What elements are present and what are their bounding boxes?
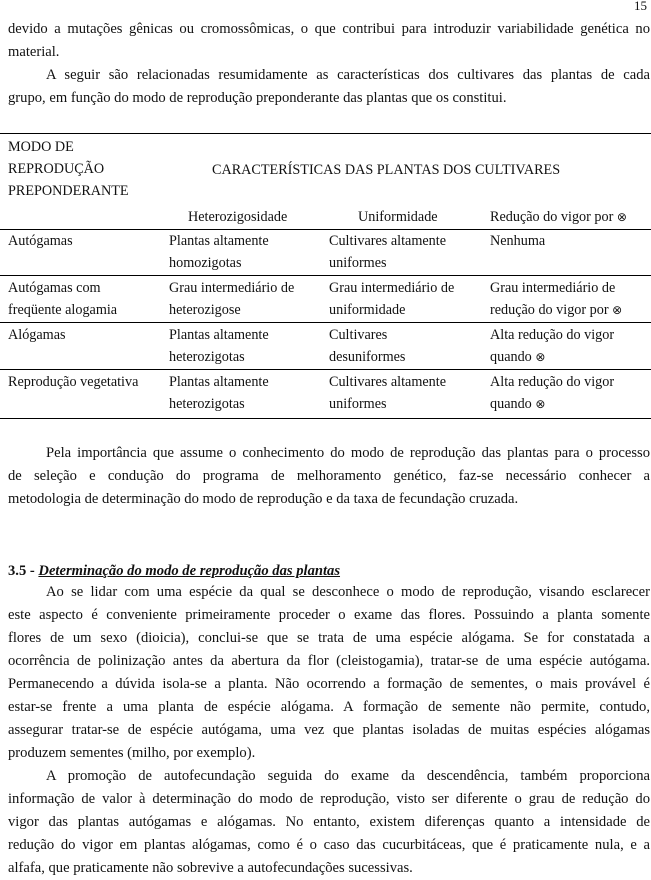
row-rule <box>0 275 651 276</box>
text-line: assegurar tratar-se de espécie autógama, uma vez que plantas isoladas de muitas espécies alógamas <box>8 722 650 738</box>
text-line: estar-se frente a uma planta de espécie alógama. A formação de semente não permite, contudo, <box>8 699 650 715</box>
section-heading <box>8 560 340 582</box>
text-line: grupo, em função do modo de reprodução preponderante das plantas que os constitui. <box>8 90 507 106</box>
text-line: ocorrência de polinização antes da abertura da flor (cleistogamia), tratar-se de uma espécie autógama. <box>8 653 650 669</box>
mode-header: MODO DE REPRODUÇÃO PREPONDERANTE <box>8 139 129 199</box>
table-cell: Nenhuma <box>490 233 546 249</box>
text-line: metodologia de determinação do modo de reprodução e da taxa de fecundação cruzada. <box>8 491 519 507</box>
row-rule <box>0 369 651 370</box>
column-header-vigor-reduction: Redução do vigor por ⊗ <box>490 209 627 225</box>
crossed-circle-icon: ⊗ <box>616 210 627 224</box>
table-title: CARACTERÍSTICAS DAS PLANTAS DOS CULTIVARES <box>212 162 561 178</box>
table-row: Autógamas <box>8 233 73 249</box>
text-line: material. <box>8 44 60 60</box>
text-line: de seleção e condução do programa de melhoramento genético, faz-se necessário conhecer a <box>8 468 650 484</box>
crossed-circle-icon: ⊗ <box>535 397 546 411</box>
text-line: Ao se lidar com uma espécie da qual se desconhece o modo de reprodução, visando esclarecer <box>46 584 650 600</box>
text-line: flores de um sexo (dioicia), conclui-se que se trata de uma espécie alógama. Se for constatada a <box>8 630 650 646</box>
page-number: 15 <box>634 0 647 13</box>
table-top-rule <box>0 133 651 134</box>
text-line: vigor das plantas autógamas e alógamas. No entanto, existem diferenças quanto a intensidade de <box>8 814 650 830</box>
text-line: redução do vigor em plantas alógamas, como é o caso das cucurbitáceas, que é praticamente nula, e a <box>8 837 650 853</box>
text-line: A seguir são relacionadas resumidamente as características dos cultivares das plantas de cada <box>46 67 650 83</box>
text-line: produzem sementes (milho, por exemplo). <box>8 745 256 761</box>
table-cell: Alta redução do vigor quando ⊗ <box>490 374 615 412</box>
table-cell: Cultivares altamente uniformes <box>329 374 447 412</box>
table-cell: Plantas altamente heterozigotas <box>169 374 269 412</box>
text-line: Permanecendo a dúvida isola-se a planta. Não ocorrendo a formação de sementes, o mais provável é <box>8 676 650 692</box>
method-paragraph <box>8 581 650 765</box>
table-row: Reprodução vegetativa <box>8 374 139 390</box>
text-line: este aspecto é conveniente primeiramente proceder o exame das flores. Possuindo a planta somente <box>8 607 650 623</box>
table-cell: Grau intermediário de redução do vigor por ⊗ <box>490 280 623 318</box>
table-bottom-rule <box>0 418 651 419</box>
text-line: devido a mutações gênicas ou cromossômicas, o que contribui para introduzir variabilidade genética no <box>8 21 650 37</box>
intro-paragraph <box>8 18 650 110</box>
table-row: Autógamas com freqüente alogamia <box>8 280 118 318</box>
table-cell: Plantas altamente heterozigotas <box>169 327 269 365</box>
column-header-uniformity: Uniformidade <box>358 209 438 225</box>
header-rule <box>0 229 651 230</box>
text-line: alfafa, que praticamente não sobrevive a autofecundações sucessivas. <box>8 860 413 876</box>
section-number: 3.5 - <box>8 563 39 579</box>
importance-paragraph <box>8 442 650 511</box>
table-cell: Alta redução do vigor quando ⊗ <box>490 327 615 365</box>
column-header-heterozygosity: Heterozigosidade <box>188 209 288 225</box>
section-title: Determinação do modo de reprodução das plantas <box>38 563 341 579</box>
text-line: A promoção de autofecundação seguida do exame da descendência, também proporciona <box>46 768 650 784</box>
crossed-circle-icon: ⊗ <box>612 303 623 317</box>
table-cell: Cultivares altamente uniformes <box>329 233 447 271</box>
table-cell: Grau intermediário de heterozigose <box>169 280 295 318</box>
row-rule <box>0 322 651 323</box>
autofecundation-paragraph <box>8 765 650 880</box>
text-line: informação de valor à determinação do modo de reprodução, visto ser diferente o grau de redução do <box>8 791 650 807</box>
table-row: Alógamas <box>8 327 66 343</box>
table-cell: Grau intermediário de uniformidade <box>329 280 455 318</box>
table-cell: Cultivares desuniformes <box>329 327 406 365</box>
crossed-circle-icon: ⊗ <box>535 350 546 364</box>
table-cell: Plantas altamente homozigotas <box>169 233 269 271</box>
text-line: Pela importância que assume o conhecimento do modo de reprodução das plantas para o processo <box>46 445 650 461</box>
